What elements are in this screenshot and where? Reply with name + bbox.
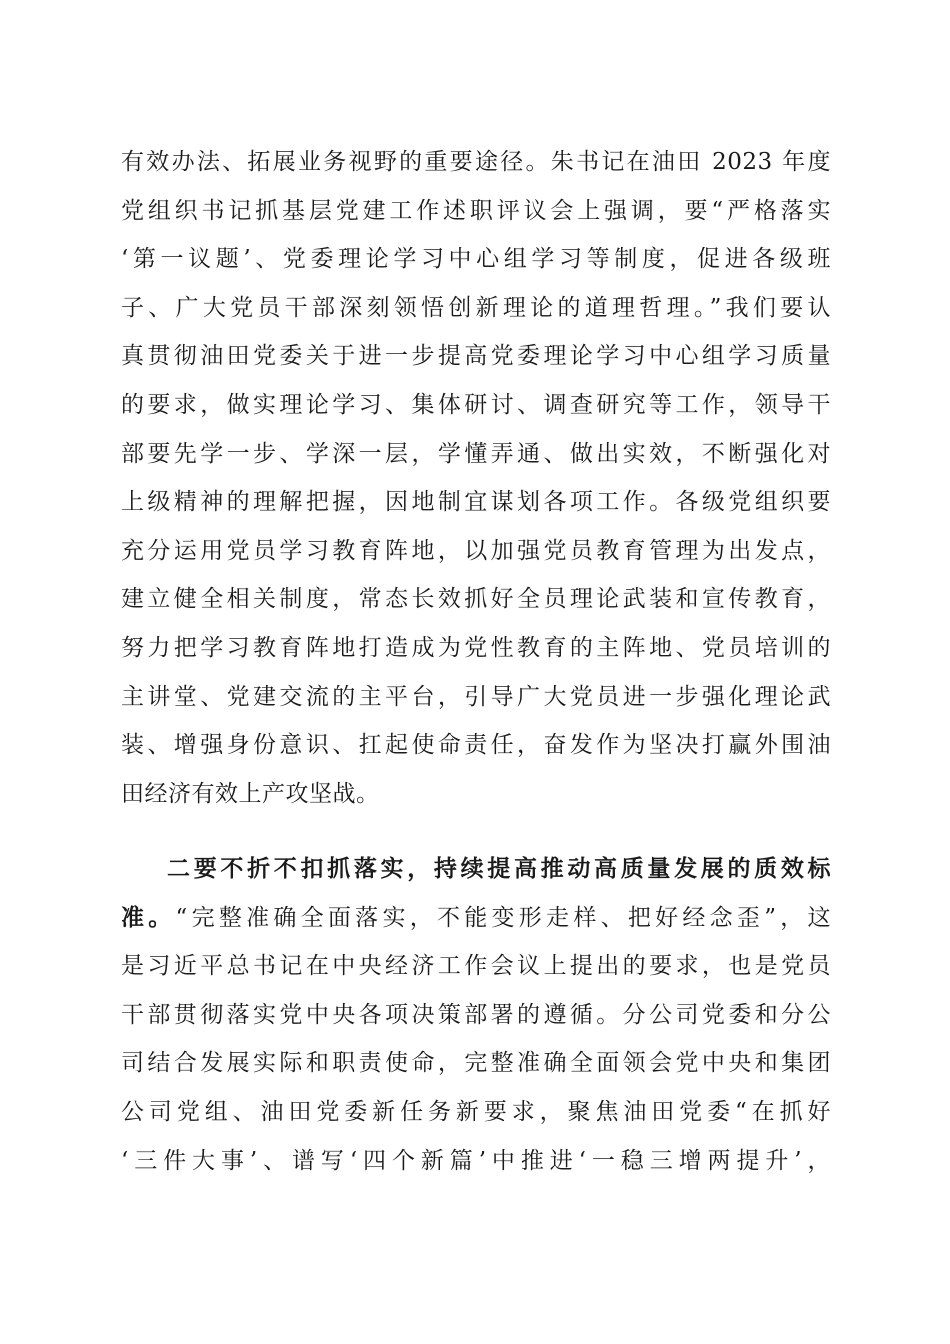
text-line: 建立健全相关制度，常态长效抓好全员理论武装和宣传教育，	[121, 586, 831, 613]
text-line: 的要求，做实理论学习、集体研讨、调查研究等工作，领导干	[121, 391, 831, 418]
text-line: 装、增强身份意识、扛起使命责任，奋发作为坚决打赢外围油	[121, 732, 831, 759]
text-line: ‘第一议题’、党委理论学习中心组学习等制度，促进各级班	[121, 246, 831, 273]
text-line: 努力把学习教育阵地打造成为党性教育的主阵地、党员培训的	[121, 634, 831, 661]
text-line: 党组织书记抓基层党建工作述职评议会上强调，要“严格落实	[121, 197, 831, 224]
text-line: 部要先学一步、学深一层，学懂弄通、做出实效，不断强化对	[121, 440, 831, 467]
text-line	[121, 894, 831, 943]
text-line: 公司党组、油田党委新任务新要求，聚焦油田党委“在抓好	[121, 1098, 831, 1125]
body-paragraph-1	[121, 138, 831, 818]
text-line: 有效办法、拓展业务视野的重要途径。朱书记在油田 2023 年度	[121, 149, 831, 175]
text-line: 上级精神的理解把握，因地制宜谋划各项工作。各级党组织要	[121, 489, 831, 516]
text-line: 真贯彻油田党委关于进一步提高党委理论学习中心组学习质量	[121, 343, 831, 370]
text-line: ‘三件大事’、谱写‘四个新篇’中推进‘一稳三增两提升’，	[121, 1147, 831, 1174]
text-line: 干部贯彻落实党中央各项决策部署的遵循。分公司党委和分公	[121, 1001, 831, 1028]
body-paragraph-2	[121, 845, 831, 1185]
section-heading-end: 准。	[121, 904, 176, 931]
text-line: 是习近平总书记在中央经济工作会议上提出的要求，也是党员	[121, 953, 831, 980]
text-line: 司结合发展实际和职责使命，完整准确全面领会党中央和集团	[121, 1050, 831, 1077]
text-line: 主讲堂、党建交流的主平台，引导广大党员进一步强化理论武	[121, 683, 831, 710]
text-line: 充分运用党员学习教育阵地，以加强党员教育管理为出发点，	[121, 537, 831, 564]
text-line: 子、广大党员干部深刻领悟创新理论的道理哲理。”我们要认	[121, 294, 831, 321]
section-heading: 二要不折不扣抓落实，持续提高推动高质量发展的质效标	[167, 856, 831, 882]
text-line-rest: “完整准确全面落实，不能变形走样、把好经念歪”，这	[175, 904, 831, 931]
text-line: 田经济有效上产攻坚战。	[121, 780, 380, 807]
